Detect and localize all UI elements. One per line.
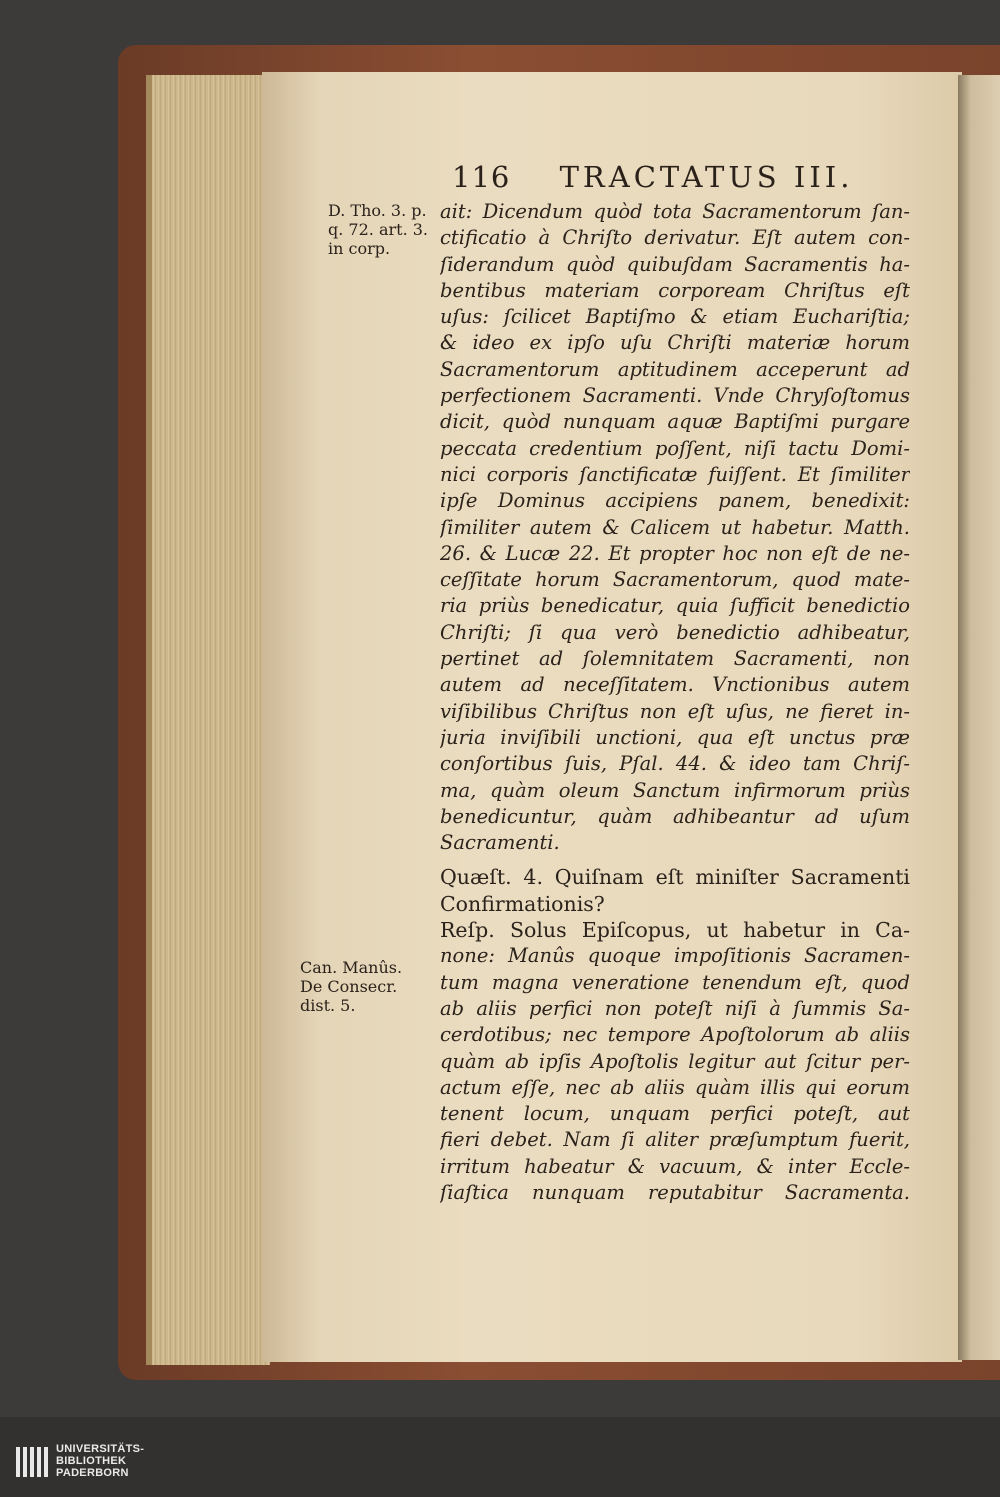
margin-note-2 <box>300 958 402 1015</box>
logo-line: UNIVERSITÄTS- <box>56 1443 145 1455</box>
text-line: nici corporis ſanctificatæ fuiſſent. Et ſimiliter <box>440 462 910 486</box>
margin-note-1 <box>328 201 428 258</box>
text-line: ſiderandum quòd quibuſdam Sacramentis ha- <box>440 252 910 276</box>
text-line: viſibilibus Chriſtus non eſt uſus, ne fieret in- <box>440 699 910 723</box>
library-logo-text <box>56 1443 144 1479</box>
text-line: tenent locum, unquam perfici poteſt, aut <box>440 1102 910 1126</box>
text-line: quàm ab ipſis Apoſtolis legitur aut ſcitur per- <box>440 1049 910 1073</box>
library-logo-icon <box>16 1445 50 1479</box>
margin-note-line: De Consecr. <box>300 977 398 996</box>
text-line: cerdotibus; nec tempore Apoſtolorum ab aliis <box>440 1023 910 1047</box>
text-line: 26. & Lucæ 22. Et propter hoc non eſt de ne- <box>440 541 910 565</box>
text-line: ria priùs benedicatur, quia ſufficit benedictio <box>440 594 910 618</box>
text-line: pertinet ad ſolemnitatem Sacramenti, non <box>440 647 910 671</box>
text-line: Quæſt. 4. Quiſnam eſt miniſter Sacramenti <box>440 865 910 890</box>
text-line: dicit, quòd nunquam aquæ Baptiſmi purgare <box>440 410 910 434</box>
page-header <box>452 160 912 196</box>
margin-note-line: D. Tho. 3. p. <box>328 201 427 220</box>
text-line: uſus: ſcilicet Baptiſmo & etiam Euchariſtia; <box>440 305 910 329</box>
text-line: Sacramentorum aptitudinem acceperunt ad <box>440 357 910 381</box>
text-line: actum eſſe, nec ab aliis quàm illis qui eorum <box>440 1075 910 1099</box>
facing-page-edge <box>958 75 1000 1360</box>
logo-line: PADERBORN <box>56 1467 129 1479</box>
margin-note-line: q. 72. art. 3. <box>328 220 428 239</box>
text-line: ctificatio à Chriſto derivatur. Eſt autem con- <box>440 226 910 250</box>
text-line: Confirmationis? <box>440 891 605 916</box>
text-line: perfectionem Sacramenti. Vnde Chryſoſtomus <box>440 384 910 408</box>
running-title: TRACTATUS III. <box>559 160 854 194</box>
text-line: benedicuntur, quàm adhibeantur ad uſum <box>440 804 910 828</box>
text-line: ipſe Dominus accipiens panem, benedixit: <box>440 489 910 513</box>
text-line: tum magna veneratione tenendum eſt, quod <box>440 970 910 994</box>
text-line: ceſſitate horum Sacramentorum, quod mate- <box>440 568 910 592</box>
text-line: ma, quàm oleum Sanctum infirmorum priùs <box>440 778 910 802</box>
margin-note-line: Can. Manûs. <box>300 958 403 977</box>
text-line: ab aliis perfici non poteſt niſi à ſummis Sa- <box>440 996 910 1020</box>
text-line: none: Manûs quoque impoſitionis Sacramen- <box>440 944 910 968</box>
page-number: 116 <box>452 160 511 194</box>
text-line: fieri debet. Nam ſi aliter præſumptum fuerit, <box>440 1128 910 1152</box>
library-footer <box>0 1417 1000 1497</box>
margin-note-line: in corp. <box>328 239 391 258</box>
text-line: Sacramenti. <box>440 831 560 855</box>
logo-line: BIBLIOTHEK <box>56 1455 127 1467</box>
body-text <box>440 199 910 1206</box>
paragraph-gap <box>440 856 910 864</box>
text-line: autem ad neceſſitatem. Vnctionibus autem <box>440 673 910 697</box>
text-line: Reſp. Solus Epiſcopus, ut habetur in Ca- <box>440 918 910 943</box>
text-line: ſiaſtica nunquam reputabitur Sacramenta. <box>440 1180 910 1204</box>
text-line: Chriſti; ſi qua verò benedictio adhibeatur, <box>440 620 910 644</box>
text-line: bentibus materiam corpoream Chriſtus eſt <box>440 278 910 302</box>
page-edges <box>146 75 270 1365</box>
text-line: juria inviſibili unctioni, qua eſt unctus præ <box>440 725 910 749</box>
text-line: irritum habeatur & vacuum, & inter Eccle- <box>440 1154 910 1178</box>
text-line: ait: Dicendum quòd tota Sacramentorum ſan- <box>440 200 910 223</box>
text-line: peccata credentium poſſent, niſi tactu Domi- <box>440 436 910 460</box>
text-line: conſortibus ſuis, Pſal. 44. & ideo tam Chriſ- <box>440 752 910 776</box>
text-line: & ideo ex ipſo uſu Chriſti materiæ horum <box>440 331 910 355</box>
text-line: ſimiliter autem & Calicem ut habetur. Matth. <box>440 515 910 539</box>
margin-note-line: dist. 5. <box>300 996 356 1015</box>
